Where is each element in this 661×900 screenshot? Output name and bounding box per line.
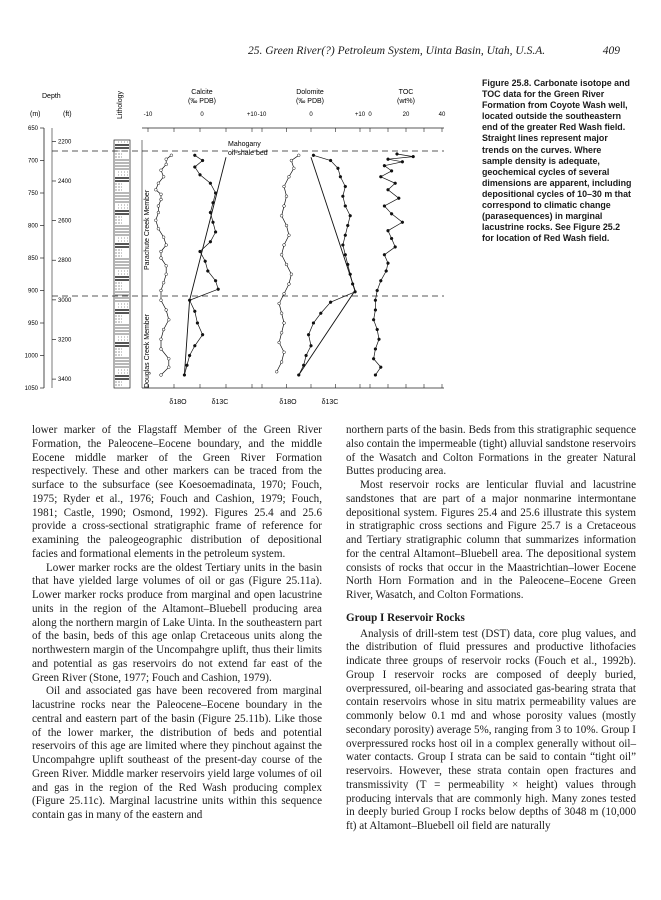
- chart0-data-point: [160, 338, 163, 341]
- chart1-data-point: [285, 195, 288, 198]
- chart2-data-point: [376, 328, 379, 331]
- chart0-data-point: [160, 193, 163, 196]
- chart0-data-point: [162, 175, 165, 178]
- depth-m-tick-label: 800: [27, 223, 38, 230]
- chart1-data-point: [280, 312, 283, 315]
- chart0-data-point: [196, 322, 199, 325]
- chart1-data-point: [290, 159, 293, 162]
- depth-m-tick-label: 650: [27, 126, 38, 132]
- calcite-label: Calcite: [191, 89, 213, 96]
- chart1-data-point: [283, 205, 286, 208]
- calcite-d13c-label: δ13C: [211, 399, 229, 406]
- chart1-data-point: [312, 322, 315, 325]
- dolomite-d13c-label: δ13C: [321, 399, 339, 406]
- chart0-data-point: [157, 211, 160, 214]
- chart2-data-point: [383, 205, 386, 208]
- toc-label: TOC: [398, 89, 414, 96]
- dolomite-tick-right: +10: [354, 112, 366, 118]
- chart2-data-point: [394, 182, 397, 185]
- chart2-data-point: [390, 170, 393, 173]
- chart2-data-point: [390, 237, 393, 240]
- litho-bed: [115, 276, 129, 278]
- chart2-data-point: [394, 246, 397, 249]
- panel-ticks: [148, 128, 442, 388]
- figure-25-8: [24, 70, 460, 410]
- chart1-data-point: [283, 185, 286, 188]
- chart0-data-point: [167, 318, 170, 321]
- body-paragraph: Most reservoir rocks are lenticular fluvial and lacustrine sandstones that are part of a major nonmarine intermontane depositional system. Figures 25.4 and 25.6 illustrate this system in stratigraphic cross sections and Figure 25.7 is a Cretaceous and Tertiary stratigraphic column that summarizes information for the central Altamont–Bluebell area. The depositional system consists of rocks that occur in the Maastrichtian–lower Eocene North Horn Formation and in the Paleocene–Eocene Green River, Wasatch, and Colton Formations.: [346, 479, 636, 601]
- chart1-data-point: [283, 292, 286, 295]
- chart0-data-point: [193, 154, 196, 157]
- chart1-data-point: [292, 167, 295, 170]
- depth-ft-tick-label: 2800: [58, 258, 72, 265]
- chart0-data-point: [209, 240, 212, 243]
- body-paragraph: northern parts of the basin. Beds from this stratigraphic sequence also contain the impermeable (tight) alluvial sandstone reservoirs of the Wasatch and Colton Formations in the greater Natural Buttes producing area.: [346, 424, 636, 478]
- chart0-data-point: [160, 257, 163, 260]
- chart2-data-point: [372, 357, 375, 360]
- caption-text: Carbonate isotope and TOC data for the Green River Formation from Coyote Wash well, located outside the southeastern end of the greater Red Wash field. Straight lines represent major trends on the curves. Where sample density is adequate, geochemical cycles of several dimensions are apparent, including depositional cycles of 10–30 m that correspond to climatic change (parasequences) in marginal lacustrine rocks. See Figure 25.2 for location of Red Wash field.: [482, 78, 632, 244]
- chart1-data-point: [280, 361, 283, 364]
- chart1-data-point: [344, 253, 347, 256]
- chart0-data-point: [160, 250, 163, 253]
- chart0-data-point: [160, 348, 163, 351]
- body-paragraph: Lower marker rocks are the oldest Tertiary units in the basin that have yielded large volumes of oil or gas (Figure 25.11a). Lower marker rocks produce from marginal and open lacustrine units in the region of the Altamont–Bluebell producing area along the northern margin of Lake Uinta. In the southeastern part of the basin, beds of this age onlap Cretaceous units along the northwestern margin of the Uncompahgre uplift, thus their limits and potential as gas reservoirs do not extend far east of the Green River (Stone, 1977; Fouch and Cashion, 1979).: [32, 561, 322, 684]
- chart0-data-point: [188, 354, 191, 357]
- chart1-data-point: [341, 195, 344, 198]
- chart2-data-point: [372, 318, 375, 321]
- chart0-series-line: [156, 155, 172, 375]
- depth-m-tick-label: 1050: [24, 386, 38, 392]
- depth-ft-tick-label: 3000: [58, 297, 72, 304]
- chart1-data-point: [305, 354, 308, 357]
- toc-tick-40: 40: [438, 112, 446, 118]
- depth-m-ticks: [25, 126, 44, 392]
- chart1-data-point: [288, 175, 291, 178]
- chart0-data-point: [209, 182, 212, 185]
- chart0-trend-line: [184, 157, 226, 375]
- chart1-data-point: [341, 244, 344, 247]
- toc-tick-0: 0: [368, 112, 372, 118]
- depth-ft-ticks: [52, 139, 72, 383]
- chart0-data-point: [165, 273, 168, 276]
- depth-m-tick-label: 950: [27, 321, 38, 327]
- chart2-data-point: [412, 155, 415, 158]
- litho-bed: [115, 144, 129, 146]
- calcite-tick-left: -10: [143, 112, 153, 118]
- litho-bed: [115, 378, 129, 380]
- chart1-data-point: [290, 273, 293, 276]
- chart0-data-point: [160, 289, 163, 292]
- right-column: [346, 424, 636, 834]
- chart0-data-point: [157, 205, 160, 208]
- body-paragraph: Oil and associated gas have been recovered from marginal lacustrine rocks near the Paleocene–Eocene boundary in the central and eastern part of the basin (Figure 25.11b). Like those of the lower marker, the distribution of beds and potential reservoirs of this age are limited where they pinchout against the Uncompahgre uplift southeast of the present-day course of the Green River. Middle marker reservoirs yield large volumes of oil and gas in the region of the Red Wash producing complex (Figure 25.11c). Marginal lacustrine units within this sequence contain gas in many of the eastern and: [32, 685, 322, 821]
- chart1-data-point: [344, 205, 347, 208]
- chart1-trend-line: [299, 157, 355, 375]
- dolomite-unit: (‰ PDB): [296, 98, 324, 105]
- chart0-data-point: [186, 364, 189, 367]
- figure-caption: [482, 78, 632, 244]
- chart1-data-point: [283, 351, 286, 354]
- chart2-data-point: [387, 262, 390, 265]
- chart1-data-point: [329, 301, 332, 304]
- oil-shale-bed-label: oil-shale bed: [228, 150, 268, 157]
- depth-ft-tick-label: 2600: [58, 218, 72, 225]
- chart2-data-point: [396, 153, 399, 156]
- running-title: 25. Green River(?) Petroleum System, Uinta Basin, Utah, U.S.A.: [248, 45, 546, 57]
- chart0-data-point: [167, 366, 170, 369]
- chart0-data-point: [162, 328, 165, 331]
- chart0-data-point: [199, 173, 202, 176]
- chart0-data-point: [154, 188, 157, 191]
- chart1-data-point: [280, 214, 283, 217]
- chart1-data-point: [346, 224, 349, 227]
- litho-bed: [115, 147, 129, 149]
- chart0-data-point: [199, 250, 202, 253]
- chart0-data-point: [212, 221, 215, 224]
- chart2-series-line: [374, 154, 414, 375]
- depth-m-tick-label: 1000: [24, 353, 38, 360]
- chart1-data-point: [329, 159, 332, 162]
- chart0-data-point: [165, 264, 168, 267]
- chart2-data-point: [387, 229, 390, 232]
- m-label: (m): [30, 111, 41, 118]
- chart1-data-point: [312, 154, 315, 157]
- chart2-data-point: [379, 175, 382, 178]
- litho-bed: [115, 345, 129, 347]
- chart0-data-point: [201, 333, 204, 336]
- chart1-data-point: [344, 185, 347, 188]
- chart0-data-point: [157, 182, 160, 185]
- chart2-data-point: [374, 309, 377, 312]
- chart0-data-point: [193, 310, 196, 313]
- chart2-data-point: [376, 289, 379, 292]
- chart2-data-point: [385, 270, 388, 273]
- section-heading: Group I Reservoir Rocks: [346, 611, 465, 624]
- chart0-data-point: [193, 166, 196, 169]
- chart0-data-point: [165, 244, 168, 247]
- chart1-data-point: [319, 312, 322, 315]
- toc-tick-20: 20: [402, 112, 410, 118]
- chart1-data-point: [339, 175, 342, 178]
- chart2-data-point: [374, 374, 377, 377]
- litho-bed: [115, 213, 129, 215]
- page-number: 409: [602, 45, 620, 57]
- chart1-data-point: [280, 253, 283, 256]
- calcite-tick-right: +10: [246, 112, 258, 118]
- chart1-data-point: [278, 341, 281, 344]
- chart0-data-point: [206, 270, 209, 273]
- chart1-data-point: [285, 263, 288, 266]
- dolomite-d18o-label: δ18O: [279, 399, 297, 406]
- toc-unit: (wt%): [397, 98, 415, 105]
- chart0-data-point: [154, 219, 157, 222]
- chart1-data-point: [310, 344, 313, 347]
- dolomite-tick-mid: 0: [309, 112, 313, 118]
- chart0-data-point: [165, 309, 168, 312]
- chart0-data-point: [165, 158, 168, 161]
- chart1-data-point: [337, 167, 340, 170]
- chart1-data-point: [278, 302, 281, 305]
- chart2-data-point: [374, 299, 377, 302]
- chart1-data-point: [297, 154, 300, 157]
- chart0-data-point: [204, 260, 207, 263]
- depth-label: Depth: [42, 93, 61, 100]
- chart1-data-point: [285, 224, 288, 227]
- chart0-data-point: [214, 279, 217, 282]
- chart1-data-point: [288, 283, 291, 286]
- chart0-data-point: [201, 159, 204, 162]
- running-head: [248, 45, 620, 57]
- chart1-data-point: [275, 370, 278, 373]
- chart2-data-point: [401, 160, 404, 163]
- litho-bed: [115, 177, 129, 179]
- left-column: [32, 424, 322, 823]
- chart0-series-line: [184, 155, 218, 375]
- chart2-data-point: [383, 253, 386, 256]
- chart0-data-point: [193, 344, 196, 347]
- litho-bed: [115, 210, 129, 212]
- litho-bed: [115, 243, 129, 245]
- chart2-data-point: [387, 158, 390, 161]
- parachute-member-label: Parachute Creek Member: [144, 189, 151, 270]
- series-layer: [154, 153, 414, 377]
- depth-m-tick-label: 700: [27, 158, 38, 165]
- mahogany-label: Mahogany: [228, 141, 261, 148]
- litho-bed: [115, 342, 129, 344]
- litho-bed: [115, 312, 129, 314]
- litho-bed: [115, 246, 129, 248]
- chart0-data-point: [160, 299, 163, 302]
- litho-bed: [115, 279, 129, 281]
- chart2-data-point: [383, 164, 386, 167]
- dolomite-label: Dolomite: [296, 89, 324, 96]
- depth-m-tick-label: 900: [27, 288, 38, 295]
- chart2-data-point: [387, 188, 390, 191]
- chart1-data-point: [283, 322, 286, 325]
- chart2-data-point: [379, 366, 382, 369]
- litho-bed: [115, 309, 129, 311]
- chart2-data-point: [397, 197, 400, 200]
- lithology-label: Lithology: [117, 90, 124, 119]
- depth-ft-tick-label: 2200: [58, 139, 72, 146]
- depth-m-tick-label: 750: [27, 191, 38, 197]
- chart0-data-point: [162, 281, 165, 284]
- depth-ft-tick-label: 2400: [58, 178, 72, 185]
- chart1-data-point: [283, 244, 286, 247]
- chart1-data-point: [344, 234, 347, 237]
- ft-label: (ft): [63, 111, 72, 118]
- chart0-data-point: [217, 288, 220, 291]
- chart0-data-point: [214, 231, 217, 234]
- calcite-tick-mid: 0: [200, 112, 204, 118]
- chart0-data-point: [170, 154, 173, 157]
- isotope-toc-chart: [24, 70, 460, 410]
- depth-m-tick-label: 850: [27, 256, 38, 262]
- chart0-data-point: [160, 198, 163, 201]
- depth-ft-tick-label: 3200: [58, 337, 72, 344]
- litho-bed: [115, 180, 129, 182]
- chart2-data-point: [374, 348, 377, 351]
- litho-bed: [115, 375, 129, 377]
- chart2-data-point: [401, 221, 404, 224]
- body-paragraph: lower marker of the Flagstaff Member of the Green River Formation, the Paleocene–Eocene boundary, and the middle Eocene middle marker of the Green River Formation respectively. These and other markers can be traced from the surface to the subsurface (see Koesoemadinata, 1970; Fouch, 1975; Ryder et al., 1976; Fouch and Cashion, 1979; Fouch, 1981; Castle, 1990; Osmond, 1992). Figures 25.4 and 25.6 provide a cross-sectional stratigraphic frame of reference for examining the paleogeographic distribution of depositional facies and formational elements in the petroleum system.: [32, 424, 322, 560]
- chart0-data-point: [162, 236, 165, 239]
- chart2-data-point: [379, 279, 382, 282]
- chart0-data-point: [165, 163, 168, 166]
- depth-ft-tick-label: 3400: [58, 377, 72, 384]
- chart1-data-point: [349, 214, 352, 217]
- calcite-d18o-label: δ18O: [169, 399, 187, 406]
- dolomite-tick-left: -10: [257, 112, 267, 118]
- douglas-member-label: Douglas Creek Member: [144, 314, 151, 388]
- body-paragraph: Analysis of drill-stem test (DST) data, core plug values, and the distribution of fluid pressures and productive lithofacies indicate three groups of reservoir rocks (Fouch et al., 1992b). Group I reservoir rocks are composed of deeply buried, overpressured, oil-bearing and associated gas-bearing strata that contain reservoirs whose in situ matrix permeability values are commonly below 0.1 md and whose porosity values (mostly secondary porosity) average 5%, ranging from 3 to 10%. Group I overpressured rocks host oil in a complex generally without oil–water contacts. Group I strata can be said to contain “tight oil” reservoirs. However, these strata contain open fractures and transmissivity (T = permeability × height) values through producing intervals that are commonly high. Many zones tested in deeply buried Group I rocks below depths of 3048 m (10,000 ft) at Altamont–Bluebell oil field are naturally: [346, 627, 636, 832]
- chart0-data-point: [167, 357, 170, 360]
- chart0-data-point: [160, 374, 163, 377]
- chart2-data-point: [378, 338, 381, 341]
- caption-label: Figure 25.8.: [482, 78, 532, 88]
- chart1-data-point: [288, 234, 291, 237]
- chart0-data-point: [160, 169, 163, 172]
- chart1-data-point: [280, 331, 283, 334]
- calcite-unit: (‰ PDB): [188, 98, 216, 105]
- chart0-data-point: [157, 227, 160, 230]
- chart1-data-point: [307, 333, 310, 336]
- chart2-data-point: [390, 212, 393, 215]
